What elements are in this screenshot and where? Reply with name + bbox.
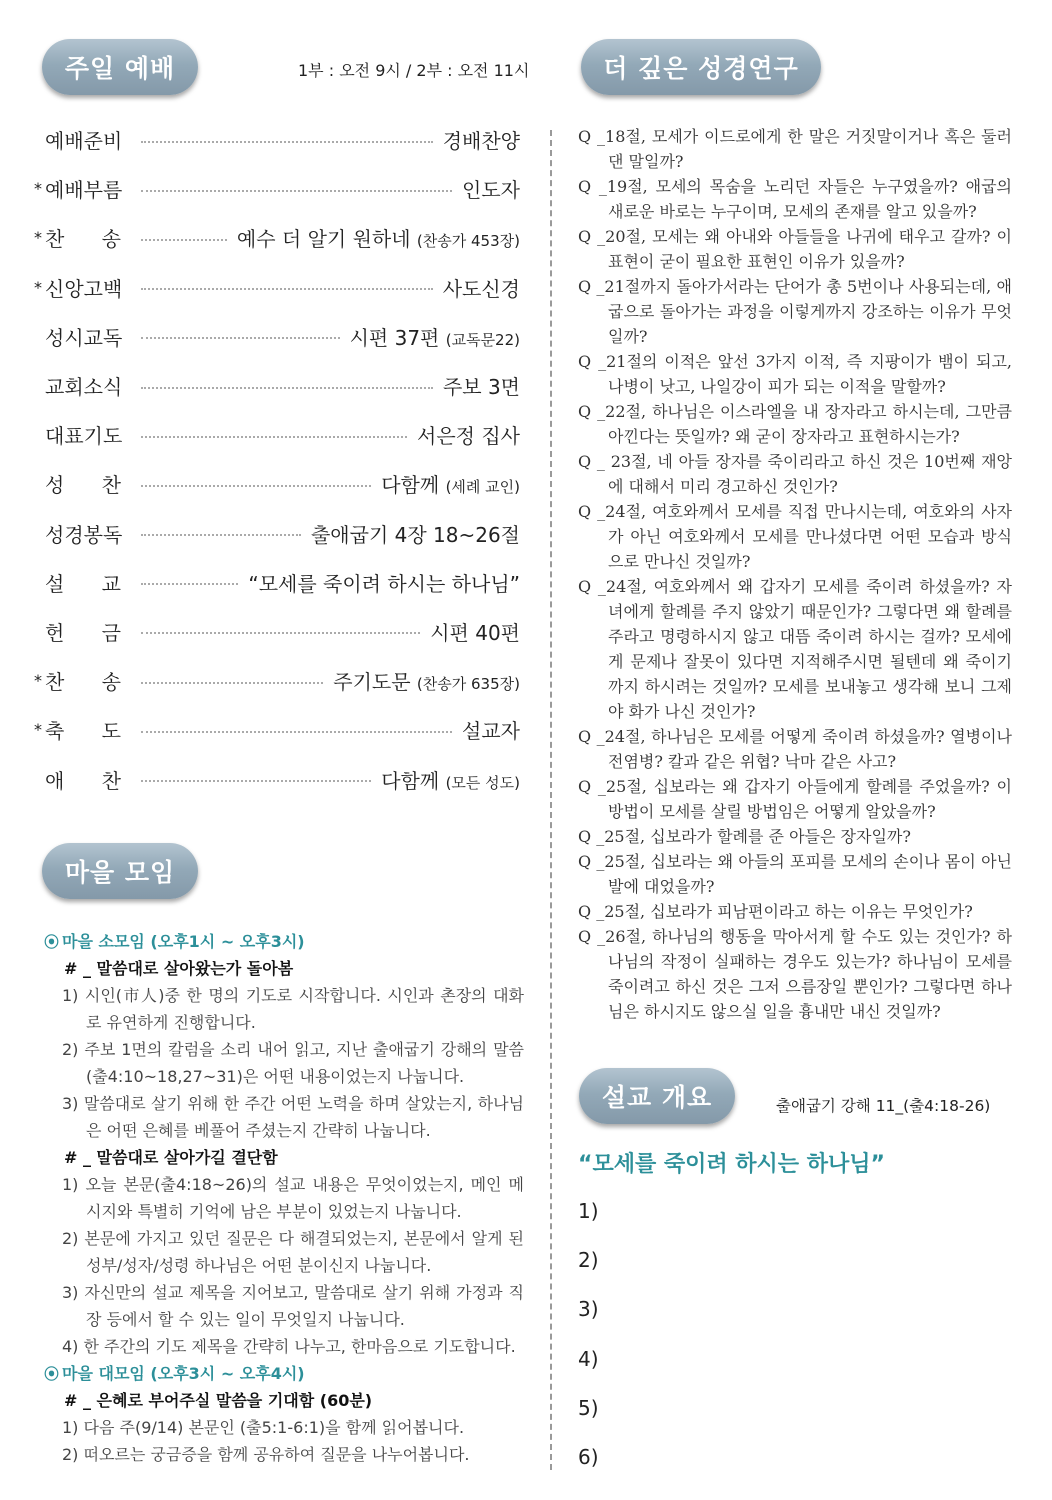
worship-note: (교독문22) bbox=[445, 330, 520, 349]
worship-row bbox=[34, 361, 520, 410]
worship-row bbox=[34, 459, 520, 508]
worship-label: 축 도 bbox=[45, 719, 121, 744]
required-marker: * bbox=[34, 720, 42, 740]
question-item: Q _ 23절, 네 아들 장자를 죽이리라고 하신 것은 10번째 재앙에 대해서 미리 경고하신 것인가? bbox=[578, 452, 1012, 496]
worship-value-text: “모세를 죽이려 하시는 하나님” bbox=[248, 571, 520, 596]
worship-value bbox=[311, 519, 520, 548]
worship-value-text: 시편 40편 bbox=[430, 620, 520, 645]
required-marker: * bbox=[34, 228, 42, 248]
worship-row bbox=[34, 509, 520, 558]
sermon-reference: 출애굽기 강해 11_(출4:18-26) bbox=[776, 1097, 991, 1115]
worship-value-text: 설교자 bbox=[462, 719, 520, 744]
worship-value-text: 사도신경 bbox=[442, 276, 520, 301]
village-meeting bbox=[44, 928, 524, 1468]
village-meeting-title: 마을 모임 bbox=[42, 843, 198, 899]
leader-dots bbox=[141, 682, 323, 684]
question-item: Q _25절, 십보라는 왜 갑자기 아들에게 할례를 주었을까? 이 방법이 모세를 살릴 방법임은 어떻게 알았을까? bbox=[578, 777, 1012, 821]
sermon-points bbox=[578, 1195, 599, 1490]
worship-label: 성 찬 bbox=[45, 473, 121, 498]
worship-value bbox=[462, 715, 520, 744]
worship-note: (찬송가 635장) bbox=[416, 675, 520, 694]
worship-value-text: 출애굽기 4장 18~26절 bbox=[310, 522, 520, 547]
worship-row bbox=[34, 213, 520, 262]
leader-dots bbox=[141, 141, 433, 143]
worship-row bbox=[34, 607, 520, 656]
leader-dots bbox=[141, 337, 340, 339]
sermon-headline: “모세를 죽이려 하시는 하나님” bbox=[578, 1152, 885, 1177]
target-bullet-icon: ⦿ bbox=[44, 1365, 60, 1383]
question-item: Q _18절, 모세가 이드로에게 한 말은 거짓말이거나 혹은 둘러댄 말일까? bbox=[578, 127, 1012, 171]
list-item: 2) 주보 1면의 칼럼을 소리 내어 읽고, 지난 출애굽기 강해의 말씀(출4:10~18,27~31)은 어떤 내용이었는지 나눕니다. bbox=[62, 1040, 524, 1086]
sunday-worship-title: 주일 예배 bbox=[42, 39, 198, 95]
small-group-heading: ⦿ 마을 소모임 (오후1시 ~ 오후3시) bbox=[44, 932, 305, 951]
leader-dots bbox=[141, 288, 433, 290]
required-marker: * bbox=[34, 277, 42, 297]
large-group-heading: ⦿ 마을 대모임 (오후3시 ~ 오후4시) bbox=[44, 1364, 305, 1383]
question-item: Q _24절, 여호와께서 모세를 직접 만나시는데, 여호와의 사자가 아닌 여호와께서 모세를 만나셨다면 어떤 모습과 방식으로 만나신 것일까? bbox=[578, 502, 1012, 571]
question-item: Q _19절, 모세의 목숨을 노리던 자들은 누구였을까? 애굽의 새로운 바로는 누구이며, 모세의 존재를 알고 있을까? bbox=[578, 177, 1012, 221]
worship-value bbox=[237, 223, 520, 252]
list-item: 3) 자신만의 설교 제목을 지어보고, 말씀대로 살기 위해 가정과 직장 등에서 할 수 있는 일이 무엇일지 나눕니다. bbox=[62, 1283, 524, 1329]
leader-dots bbox=[141, 632, 420, 634]
worship-value bbox=[430, 617, 520, 646]
question-item: Q _25절, 십보라가 피남편이라고 하는 이유는 무엇인가? bbox=[578, 902, 973, 921]
worship-value bbox=[381, 765, 520, 794]
worship-label: 성시교독 bbox=[45, 325, 123, 350]
worship-row bbox=[34, 705, 520, 754]
leader-dots bbox=[141, 485, 371, 487]
list-item: 2) 본문에 가지고 있던 질문은 다 해결되었는지, 본문에서 알게 된 성부/성자/성령 하나님은 어떤 분이신지 나눕니다. bbox=[62, 1229, 524, 1275]
worship-value bbox=[350, 322, 520, 351]
required-marker: * bbox=[34, 671, 42, 691]
worship-value-text: 시편 37편 bbox=[349, 325, 440, 350]
worship-value-text: 인도자 bbox=[462, 178, 520, 203]
worship-value bbox=[443, 125, 520, 154]
worship-row bbox=[34, 312, 520, 361]
worship-value-text: 예수 더 알기 원하네 bbox=[236, 227, 411, 252]
worship-row bbox=[34, 164, 520, 213]
worship-note: (세례 교인) bbox=[445, 478, 520, 497]
question-item: Q _24절, 여호와께서 왜 갑자기 모세를 죽이려 하셨을까? 자녀에게 할례를 주지 않았기 때문인가? 그렇다면 왜 할례를 주라고 명령하시지 않고 대뜸 죽이려 하시는 걸까? 모세에게 문제나 잘못이 있다면 지적해주시면 될텐데 왜 죽이기 까지 하시려는 것일까? 모세를 보내놓고 생각해 보니 그제야 화가 나신 것인가? bbox=[578, 577, 1012, 721]
sermon-point: 5) bbox=[578, 1395, 599, 1420]
sermon-point: 2) bbox=[578, 1248, 599, 1273]
worship-label: 애 찬 bbox=[45, 768, 121, 793]
leader-dots bbox=[141, 731, 452, 733]
worship-label: 찬 송 bbox=[45, 670, 121, 695]
worship-label: 예배부름 bbox=[45, 178, 123, 203]
column-divider bbox=[550, 130, 552, 1470]
worship-label: 찬 송 bbox=[45, 227, 121, 252]
worship-label: 헌 금 bbox=[45, 620, 121, 645]
question-item: Q _21절의 이적은 앞선 3가지 이적, 즉 지팡이가 뱀이 되고, 나병이 낫고, 나일강이 피가 되는 이적을 말할까? bbox=[578, 352, 1012, 396]
question-item: Q _22절, 하나님은 이스라엘을 내 장자라고 하시는데, 그만큼 아낀다는 뜻일까? 왜 굳이 장자라고 표현하시는가? bbox=[578, 402, 1012, 446]
worship-value bbox=[443, 371, 520, 400]
leader-dots bbox=[141, 190, 452, 192]
list-item: 1) 다음 주(9/14) 본문인 (출5:1-6:1)을 함께 읽어봅니다. bbox=[62, 1418, 465, 1437]
worship-row bbox=[34, 558, 520, 607]
worship-value bbox=[462, 174, 520, 203]
worship-value-text: 주기도문 bbox=[333, 670, 411, 695]
worship-label: 신앙고백 bbox=[45, 276, 123, 301]
worship-row bbox=[34, 115, 520, 164]
leader-dots bbox=[141, 436, 407, 438]
large-group-subheading: # _ 은혜로 부어주실 말씀을 기대함 (60분) bbox=[64, 1391, 373, 1410]
worship-value bbox=[381, 469, 520, 498]
question-item: Q _21절까지 돌아가서라는 단어가 총 5번이나 사용되는데, 애굽으로 돌아가는 과정을 이렇게까지 강조하는 이유가 무엇일까? bbox=[578, 277, 1012, 346]
list-item: 4) 한 주간의 기도 제목을 간략히 나누고, 한마음으로 기도합니다. bbox=[62, 1337, 516, 1356]
leader-dots bbox=[141, 583, 238, 585]
study-questions bbox=[578, 124, 1012, 1024]
worship-order bbox=[34, 115, 520, 804]
leader-dots bbox=[141, 387, 433, 389]
part1-heading: # _ 말씀대로 살아왔는가 돌아봄 bbox=[64, 959, 294, 978]
target-bullet-icon: ⦿ bbox=[44, 933, 60, 951]
worship-value bbox=[417, 420, 520, 449]
worship-label: 대표기도 bbox=[45, 424, 123, 449]
sermon-point: 6) bbox=[578, 1444, 599, 1469]
worship-label: 설 교 bbox=[45, 571, 121, 596]
worship-label: 교회소식 bbox=[45, 375, 123, 400]
list-item: 1) 시인(市人)중 한 명의 기도로 시작합니다. 시인과 촌장의 대화로 유연하게 진행합니다. bbox=[62, 986, 524, 1032]
sermon-point: 1) bbox=[578, 1199, 599, 1223]
service-times: 1부 : 오전 9시 / 2부 : 오전 11시 bbox=[298, 61, 530, 80]
sermon-point: 4) bbox=[578, 1346, 599, 1371]
worship-value bbox=[248, 568, 520, 597]
worship-value-text: 서은정 집사 bbox=[417, 424, 520, 449]
leader-dots bbox=[141, 239, 227, 241]
sermon-point: 3) bbox=[578, 1297, 599, 1322]
leader-dots bbox=[141, 780, 371, 782]
worship-note: (모든 성도) bbox=[445, 773, 520, 792]
leader-dots bbox=[141, 534, 301, 536]
worship-row bbox=[34, 263, 520, 312]
worship-label: 예배준비 bbox=[45, 129, 123, 154]
list-item: 2) 떠오르는 궁금증을 함께 공유하여 질문을 나누어봅니다. bbox=[62, 1445, 470, 1464]
worship-label: 성경봉독 bbox=[45, 522, 123, 547]
part2-heading: # _ 말씀대로 살아가길 결단함 bbox=[64, 1148, 278, 1167]
worship-row bbox=[34, 754, 520, 803]
bible-study-title: 더 깊은 성경연구 bbox=[581, 39, 821, 95]
sermon-outline-title: 설교 개요 bbox=[579, 1068, 735, 1124]
worship-row bbox=[34, 656, 520, 705]
required-marker: * bbox=[34, 179, 42, 199]
question-item: Q _24절, 하나님은 모세를 어떻게 죽이려 하셨을까? 열병이나 전염병? 칼과 같은 위협? 낙마 같은 사고? bbox=[578, 727, 1012, 771]
worship-note: (찬송가 453장) bbox=[416, 232, 520, 251]
question-item: Q _26절, 하나님의 행동을 막아서게 할 수도 있는 것인가? 하나님의 작정이 실패하는 경우도 있는가? 하나님이 모세를 죽이려고 하신 것은 그저 으름장일 뿐인가? 그렇다면 하나님은 하시지도 않으실 일을 흉내만 내신 것일까? bbox=[578, 927, 1012, 1021]
question-item: Q _25절, 십보라는 왜 아들의 포피를 모세의 손이나 몸이 아닌 발에 대었을까? bbox=[578, 852, 1012, 896]
worship-value bbox=[333, 666, 520, 695]
list-item: 3) 말씀대로 살기 위해 한 주간 어떤 노력을 하며 살았는지, 하나님은 어떤 은혜를 베풀어 주셨는지 간략히 나눕니다. bbox=[62, 1094, 524, 1140]
worship-value bbox=[443, 273, 520, 302]
list-item: 1) 오늘 본문(출4:18~26)의 설교 내용은 무엇이었는지, 메인 메시지와 특별히 기억에 남은 부분이 있었는지 나눕니다. bbox=[62, 1175, 524, 1221]
worship-value-text: 주보 3면 bbox=[442, 375, 520, 400]
worship-value-text: 경배찬양 bbox=[442, 129, 520, 154]
question-item: Q _25절, 십보라가 할례를 준 아들은 장자일까? bbox=[578, 827, 911, 846]
worship-row bbox=[34, 410, 520, 459]
question-item: Q _20절, 모세는 왜 아내와 아들들을 나귀에 태우고 갈까? 이 표현이 굳이 필요한 표현인 이유가 있을까? bbox=[578, 227, 1012, 271]
worship-value-text: 다함께 bbox=[381, 473, 440, 498]
worship-value-text: 다함께 bbox=[381, 768, 440, 793]
